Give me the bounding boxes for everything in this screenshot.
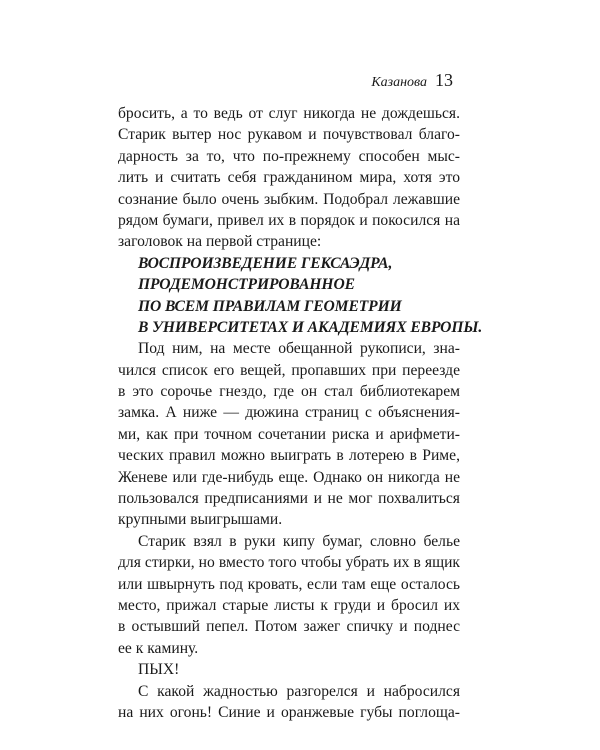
text-line: лить и считать себя гражданином мира, хотя это <box>118 169 460 187</box>
running-title: Казанова <box>371 75 427 90</box>
paragraph <box>118 338 460 531</box>
text-line: в остывший пепел. Потом зажег спичку и поднес <box>118 618 460 636</box>
manuscript-heading <box>118 253 483 339</box>
text-line: рядом бумаги, привел их в порядок и покосился на <box>118 211 460 229</box>
text-line: Старик вытер нос рукавом и почувствовал благо- <box>118 126 460 144</box>
text-line: Под ним, на месте обещанной рукописи, зна- <box>138 340 460 358</box>
paragraph <box>118 659 460 680</box>
text-line: бросить, а то ведь от слуг никогда не дождешься. <box>118 105 460 122</box>
text-line: ПЫХ! <box>138 661 180 679</box>
text-line: место, прижал старые листы к груди и бросил их <box>118 596 460 614</box>
text-line: Женеве или где-нибудь еще. Однако он никогда не <box>118 468 460 486</box>
text-line: дарность за то, что по-прежнему способен мыс- <box>118 147 460 165</box>
text-line: ми, как при точном сочетании риска и арифмети- <box>118 425 460 443</box>
text-line: заголовок на первой странице: <box>118 233 322 251</box>
text-line: ческих правил можно выиграть в лотерею в Риме, <box>118 447 460 465</box>
page-number: 13 <box>435 70 453 90</box>
text-line: или швырнуть под кровать, если там еще осталось <box>118 575 460 593</box>
text-line: ее к камину. <box>118 639 199 657</box>
running-head <box>371 70 453 91</box>
paragraph <box>118 681 460 724</box>
text-line: Старик взял в руки кипу бумаг, словно белье <box>138 532 460 550</box>
text-line: сознание было очень зыбким. Подобрал лежавшие <box>118 190 460 208</box>
text-line: в это сорочье гнездо, где он стал библиотекарем <box>118 383 460 401</box>
paragraph-continued <box>118 103 460 253</box>
heading-line: ПО ВСЕМ ПРАВИЛАМ ГЕОМЕТРИИ <box>138 297 402 315</box>
text-line: для стирки, но вместо того чтобы убрать их в ящик <box>118 554 460 572</box>
text-line: на них огонь! Синие и оранжевые губы поглоща- <box>118 703 460 721</box>
text-line: пользовался предписаниями и не мог похвалиться <box>118 490 460 508</box>
text-line: замка. А ниже — дюжина страниц с объяснения- <box>118 404 460 422</box>
text-line: крупными выигрышами. <box>118 511 283 529</box>
paragraph <box>118 531 460 659</box>
heading-line: ВОСПРОИЗВЕДЕНИЕ ГЕКСАЭДРА, <box>138 254 393 272</box>
body-text <box>118 103 483 723</box>
text-line: чился список его вещей, пропавших при переезде <box>118 361 460 379</box>
heading-line: В УНИВЕРСИТЕТАХ И АКАДЕМИЯХ ЕВРОПЫ. <box>138 318 483 336</box>
text-line: С какой жадностью разгорелся и набросился <box>138 682 460 700</box>
heading-line: ПРОДЕМОНСТРИРОВАННОЕ <box>138 276 355 294</box>
